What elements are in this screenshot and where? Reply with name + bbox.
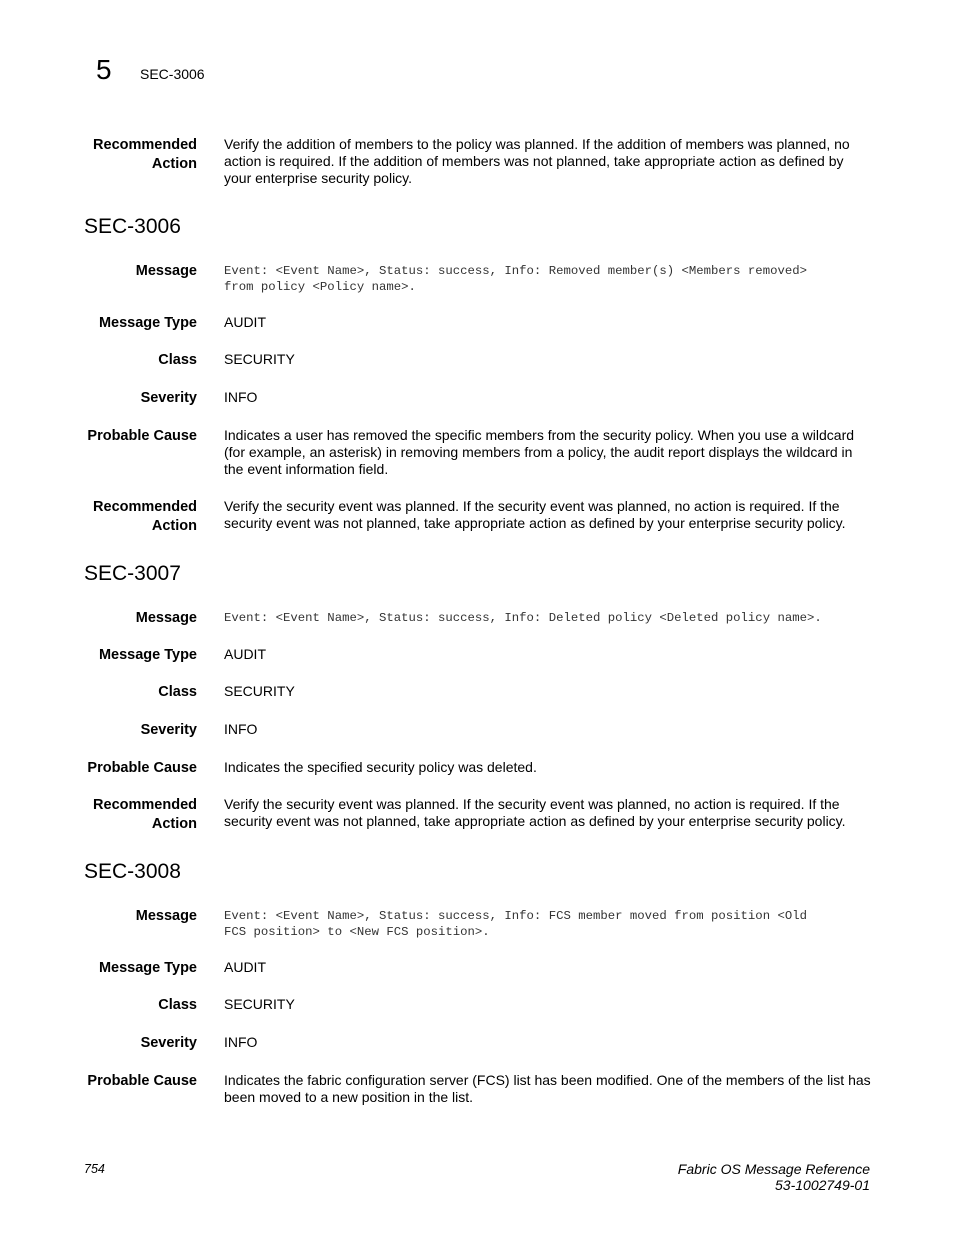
class-value: SECURITY [224,351,295,367]
recommended-action-text: Verify the security event was planned. If the security event was planned, no action is required. If the security event was not planned, take appropriate action as defined by your enterprise security policy. [224,796,846,829]
severity-label: Severity [140,1035,197,1051]
message-type-label: Message Type [98,960,197,976]
message-line: FCS position> to <New FCS position>. [224,925,490,939]
recommended-action-text: Verify the security event was planned. If the security event was planned, no action is required. If the security event was not planned, take appropriate action as defined by your enterprise security policy. [224,498,846,531]
severity-label: Severity [140,722,197,738]
message-label: Message [135,908,197,924]
doc-title: Fabric OS Message Reference [677,1161,870,1177]
doc-number: 53-1002749-01 [775,1177,870,1193]
message-type-value: AUDIT [224,959,266,975]
running-head: SEC-3006 [140,66,205,82]
message-type-label: Message Type [98,647,197,663]
recommended-action-label [93,498,197,536]
message-line: Event: <Event Name>, Status: success, Info: FCS member moved from position <Old [224,909,807,923]
message-type-label: Message Type [98,315,197,331]
message-line: from policy <Policy name>. [224,280,416,294]
section-title: SEC-3006 [84,215,181,238]
message-label: Message [135,263,197,279]
severity-value: INFO [224,1034,258,1050]
class-value: SECURITY [224,683,295,699]
probable-cause-text: Indicates a user has removed the specific members from the security policy. When you use a wildcard (for example, an asterisk) in removing members from a policy, the audit report displays the wildcard in the event information field. [224,427,855,477]
message-line: Event: <Event Name>, Status: success, Info: Removed member(s) <Members removed> [224,264,807,278]
label-line-1: Recommended [93,137,197,153]
section-title: SEC-3008 [84,860,181,883]
message-type-value: AUDIT [224,314,266,330]
recommended-action-text: Verify the addition of members to the policy was planned. If the addition of members was planned, no action is required. If the addition of members was not planned, take appropriate action as defined by your enterprise security policy. [224,136,850,186]
message-type-value: AUDIT [224,646,266,662]
probable-cause-label: Probable Cause [87,1073,197,1089]
chapter-number: 5 [96,54,112,85]
severity-value: INFO [224,389,258,405]
label-line-2: Action [151,156,197,172]
message-text [224,908,874,940]
probable-cause-label: Probable Cause [87,428,197,444]
page-number: 754 [84,1162,105,1176]
severity-value: INFO [224,721,258,737]
recommended-action-label [93,136,197,174]
probable-cause-label: Probable Cause [87,760,197,776]
label-line-2: Action [151,518,197,534]
class-label: Class [158,352,197,368]
severity-label: Severity [140,390,197,406]
message-label: Message [135,610,197,626]
probable-cause-text: Indicates the specified security policy was deleted. [224,759,537,775]
section-title: SEC-3007 [84,562,181,585]
class-label: Class [158,684,197,700]
message-text [224,263,874,295]
class-value: SECURITY [224,996,295,1012]
probable-cause-text: Indicates the fabric configuration server (FCS) list has been modified. One of the members of the list has been moved to a new position in the list. [224,1072,871,1105]
recommended-action-label [93,796,197,834]
label-line-1: Recommended [93,797,197,813]
class-label: Class [158,997,197,1013]
label-line-1: Recommended [93,499,197,515]
message-text [224,610,874,626]
footer-doc-info [678,1161,870,1193]
message-line: Event: <Event Name>, Status: success, Info: Deleted policy <Deleted policy name>. [224,611,822,625]
label-line-2: Action [151,816,197,832]
